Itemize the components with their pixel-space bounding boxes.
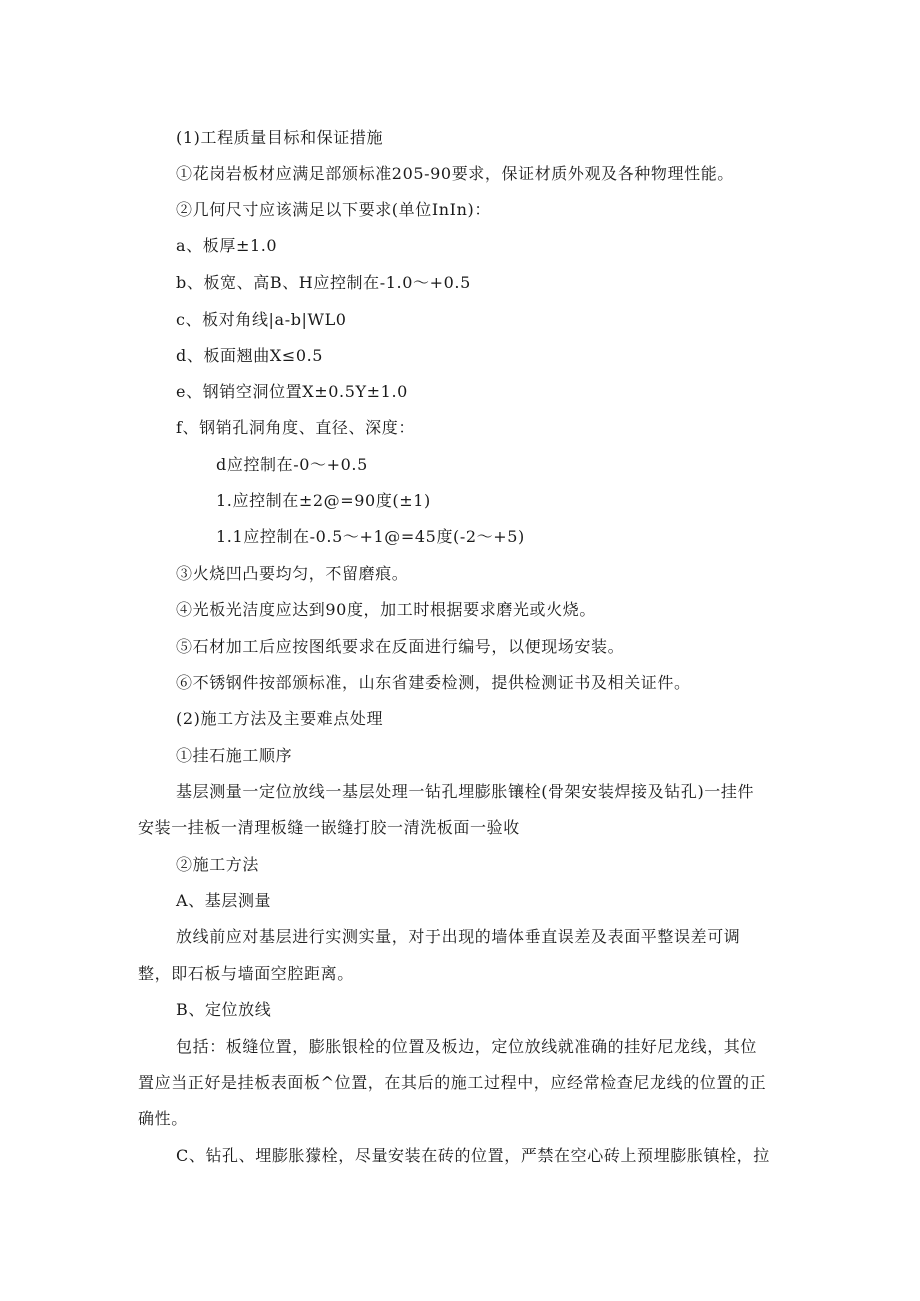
paragraph-line: ②几何尺寸应该满足以下要求(单位InIn)： (176, 200, 491, 219)
paragraph-line: 基层测量一定位放线一基层处理一钻孔埋膨胀镶栓(骨架安装焊接及钻孔)一挂件 (176, 782, 755, 801)
paragraph-line: 整，即石板与墙面空腔距离。 (138, 964, 354, 983)
list-item: e、钢销空洞位置X±0.5Y±1.0 (176, 382, 408, 401)
sub-list-item: 1.1应控制在-0.5～+1@=45度(-2～+5) (216, 527, 525, 546)
heading-quality-goals: (1)工程质量目标和保证措施 (176, 128, 384, 147)
list-item: c、板对角线|a-b|WL0 (176, 310, 347, 329)
paragraph-line: 放线前应对基层进行实测实量，对于出现的墙体垂直误差及表面平整误差可调 (176, 927, 741, 946)
list-item: a、板厚±1.0 (176, 236, 278, 255)
subheading-sequence: ①挂石施工顺序 (176, 746, 293, 765)
paragraph-line: ⑥不锈钢件按部颁标准，山东省建委检测，提供检测证书及相关证件。 (176, 673, 691, 692)
subheading-base-survey: A、基层测量 (176, 891, 272, 910)
list-item: d、板面翘曲X≤0.5 (176, 346, 324, 365)
list-item: f、钢销孔洞角度、直径、深度： (176, 418, 415, 437)
paragraph-line: ④光板光洁度应达到90度，加工时根据要求磨光或火烧。 (176, 600, 596, 619)
paragraph-line: 置应当正好是挂板表面板^位置，在其后的施工过程中，应经常检查尼龙线的位置的正 (138, 1073, 767, 1092)
list-item: b、板宽、高B、H应控制在-1.0～+0.5 (176, 273, 471, 292)
subheading-methods: ②施工方法 (176, 855, 260, 874)
paragraph-line: ①花岗岩板材应满足部颁标准205-90要求，保证材质外观及各种物理性能。 (176, 164, 734, 183)
sub-list-item: d应控制在-0～+0.5 (216, 455, 368, 474)
paragraph-line: ⑤石材加工后应按图纸要求在反面进行编号，以便现场安装。 (176, 637, 625, 656)
heading-construction-methods: (2)施工方法及主要难点处理 (176, 709, 384, 728)
paragraph-line: ③火烧凹凸要均匀，不留磨痕。 (176, 564, 409, 583)
paragraph-line: 确性。 (138, 1109, 188, 1128)
paragraph-line: 包括：板缝位置，膨胀银栓的位置及板边，定位放线就准确的挂好尼龙线，其位 (176, 1037, 758, 1056)
sub-list-item: 1.应控制在±2@=90度(±1) (216, 491, 431, 510)
paragraph-line: 安装一挂板一清理板缝一嵌缝打胶一清洗板面一验收 (138, 818, 520, 837)
paragraph-line: C、钻孔、埋膨胀獴栓，尽量安装在砖的位置，严禁在空心砖上预埋膨胀镇栓，拉 (176, 1146, 770, 1165)
subheading-layout: B、定位放线 (176, 1000, 272, 1019)
